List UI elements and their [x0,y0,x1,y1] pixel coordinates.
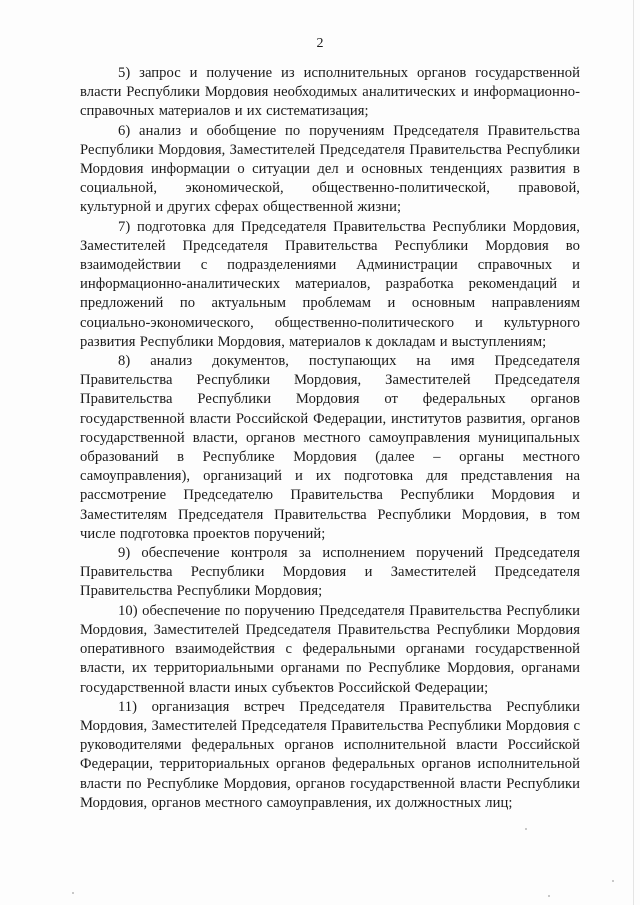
list-item-5: 5) запрос и получение из исполнительных органов государственной власти Республики Мордовия необходимых аналитических и информационно-справочных материалов и их систематизация; [80,65,580,120]
list-item-6: 6) анализ и обобщение по поручениям Председателя Правительства Республики Мордовия, Заместителей Председателя Правительства Республики Мордовия информации о ситуации дел и основных тенденциях развития в социальной, экономической, общественно-политической, правовой, культурной и других сферах общественной жизни; [80,122,580,216]
scan-speck [72,892,74,894]
list-item-7: 7) подготовка для Председателя Правительства Республики Мордовия, Заместителей Председателя Правительства Республики Мордовия во взаимодействии с подразделениями Администрации справочных и информационно-аналитических материалов, разработка рекомендаций и предложений по актуальным проблемам и основным направлениям социально-экономического, общественно-политического и культурного развития Республики Мордовия, материалов к докладам и выступлениям; [80,218,580,350]
scan-speck [525,828,527,830]
list-item-9: 9) обеспечение контроля за исполнением поручений Председателя Правительства Республики Мордовия и Заместителей Председателя Правительства Республики Мордовия; [80,545,580,600]
list-item-11: 11) организация встреч Председателя Правительства Республики Мордовия, Заместителей Председателя Правительства Республики Мордовия с руководителями федеральных органов исполнительной власти Российской Федерации, территориальных органов федеральных органов исполнительной власти по Республике Мордовия, органов государственной власти Республики Мордовия, органов местного самоуправления, их должностных лиц; [80,698,580,811]
scan-speck [612,880,614,882]
list-item-10: 10) обеспечение по поручению Председателя Правительства Республики Мордовия, Заместителей Председателя Правительства Республики Мордовия оперативного взаимодействия с федеральными органами государственной власти, их территориальными органами по Республике Мордовия, органами государственной власти иных субъектов Российской Федерации; [80,602,580,696]
page-number: 2 [316,36,324,51]
scan-speck [548,895,550,897]
list-item-8: 8) анализ документов, поступающих на имя Председателя Правительства Республики Мордовия, Заместителей Председателя Правительства Республики Мордовия от федеральных органов государственной власти Российской Федерации, институтов развития, органов государственной власти, органов местного самоуправления муниципальных образований в Республике Мордовия (далее – органы местного самоуправления), организаций и их подготовка для представления на рассмотрение Председателю Правительства Республики Мордовия и Заместителям Председателя Правительства Республики Мордовия, в том числе подготовка проектов поручений; [80,353,580,542]
scan-edge-shadow [633,0,634,905]
document-body [80,64,580,813]
